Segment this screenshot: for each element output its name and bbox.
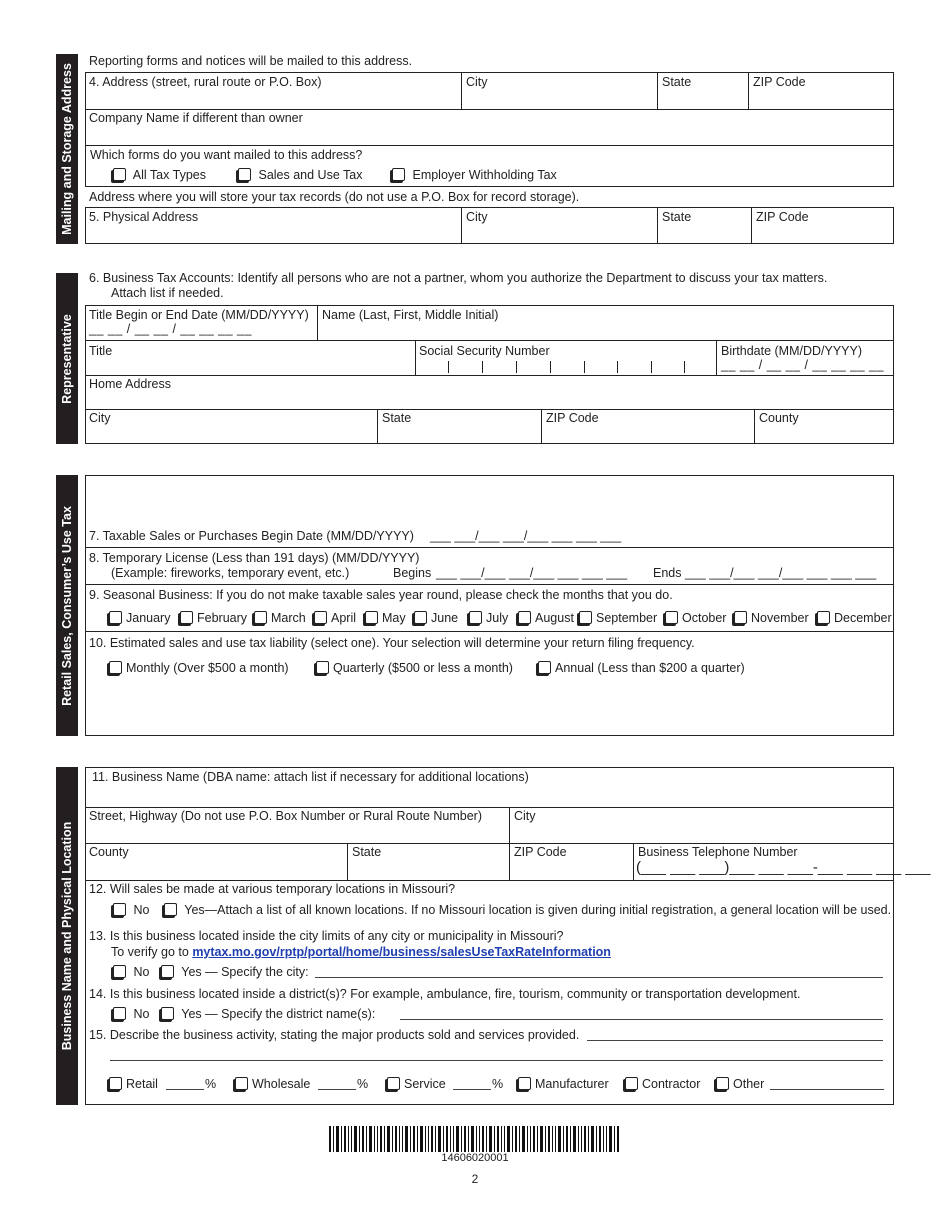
q6-text: 6. Business Tax Accounts: Identify all persons who are not a partner, whom you authorize the Department to discuss your tax matters. (89, 271, 828, 285)
mailing-state-field[interactable]: State (662, 75, 692, 89)
city-name-input[interactable] (315, 977, 883, 978)
checkbox-icon[interactable] (254, 611, 267, 624)
street-field[interactable]: Street, Highway (Do not use P.O. Box Number or Rural Route Number) (89, 809, 482, 823)
activity-retail[interactable]: Retail (106, 1077, 158, 1091)
checkbox-icon[interactable] (518, 611, 531, 624)
q7-text: 7. Taxable Sales or Purchases Begin Date (MM/DD/YYYY) (89, 529, 414, 543)
rep-city-field[interactable]: City (89, 411, 111, 425)
mailing-section-label: Mailing and Storage Address (56, 54, 78, 244)
phone-field[interactable]: Business Telephone Number (638, 845, 798, 859)
q14-text: 14. Is this business located inside a district(s)? For example, ambulance, fire, tourism, community or transportation development. (89, 987, 801, 1001)
home-address-field[interactable]: Home Address (89, 377, 171, 391)
business-name-field[interactable]: 11. Business Name (DBA name: attach list if necessary for additional locations) (92, 770, 529, 784)
ends-date-blanks[interactable]: ___ ___/___ ___/___ ___ ___ ___ (685, 566, 877, 580)
activity-service[interactable]: Service (384, 1077, 446, 1091)
sales-use-tax-rate-link[interactable]: mytax.mo.gov/rptp/portal/home/business/salesUseTaxRateInformation (192, 945, 611, 959)
checkbox-icon[interactable] (387, 1077, 400, 1090)
business-section-label: Business Name and Physical Location (56, 767, 78, 1105)
forms-question: Which forms do you want mailed to this address? (90, 148, 363, 162)
month-january[interactable]: January (106, 611, 170, 625)
month-april[interactable]: April (311, 611, 356, 625)
ends-label: Ends (653, 566, 682, 580)
month-february[interactable]: February (177, 611, 247, 625)
birthdate-field[interactable]: Birthdate (MM/DD/YYYY) (721, 344, 863, 358)
checkbox-icon[interactable] (238, 168, 251, 181)
mailing-address-field[interactable]: 4. Address (street, rural route or P.O. Box) (89, 75, 322, 89)
q13-verify: To verify go to mytax.mo.gov/rptp/portal/home/business/salesUseTaxRateInformation (111, 945, 611, 959)
q14-no-option[interactable]: No (110, 1007, 149, 1021)
month-march[interactable]: March (251, 611, 306, 625)
barcode-number: 14606020001 (441, 1152, 509, 1164)
page-number: 2 (471, 1172, 479, 1186)
freq-quarterly[interactable]: Quarterly ($500 or less a month) (313, 661, 513, 675)
retail-section-label: Retail Sales, Consumer’s Use Tax (56, 475, 78, 736)
checkbox-icon[interactable] (109, 1077, 122, 1090)
rep-zip-field[interactable]: ZIP Code (546, 411, 599, 425)
ssn-field[interactable]: Social Security Number (419, 344, 550, 358)
retail-percent-input[interactable] (166, 1089, 204, 1090)
checkbox-icon[interactable] (109, 611, 122, 624)
q8-example: (Example: fireworks, temporary event, etc.) (111, 566, 350, 580)
q13-yes-option[interactable]: Yes — Specify the city: (158, 965, 309, 979)
retail-percent-sign: % (205, 1077, 217, 1091)
checkbox-icon[interactable] (414, 611, 427, 624)
month-july[interactable]: July (466, 611, 508, 625)
physical-address-field[interactable]: 5. Physical Address (89, 210, 199, 224)
district-name-input[interactable] (400, 1019, 883, 1020)
rep-state-field[interactable]: State (382, 411, 412, 425)
activity-manufacturer[interactable]: Manufacturer (515, 1077, 609, 1091)
activity-contractor[interactable]: Contractor (622, 1077, 700, 1091)
checkbox-icon[interactable] (161, 1007, 174, 1020)
service-percent-sign: % (492, 1077, 504, 1091)
month-november[interactable]: November (731, 611, 809, 625)
month-june[interactable]: June (411, 611, 458, 625)
checkbox-icon[interactable] (817, 611, 830, 624)
birthdate-blanks[interactable]: __ __ / __ __ / __ __ __ __ (721, 358, 884, 372)
month-august[interactable]: August (515, 611, 574, 625)
checkbox-icon[interactable] (180, 611, 193, 624)
q6-text-cont: Attach list if needed. (111, 286, 224, 300)
activity-other[interactable]: Other (713, 1077, 764, 1091)
mailing-city-field[interactable]: City (466, 75, 488, 89)
barcode-icon (329, 1126, 619, 1152)
checkbox-icon[interactable] (113, 903, 126, 916)
checkbox-icon[interactable] (665, 611, 678, 624)
q15-text: 15. Describe the business activity, stating the major products sold and services provided. (89, 1028, 580, 1042)
month-december[interactable]: December (814, 611, 892, 625)
business-state-field[interactable]: State (352, 845, 382, 859)
activity-input-line-1[interactable] (587, 1040, 883, 1041)
checkbox-icon[interactable] (365, 611, 378, 624)
q8-text: 8. Temporary License (Less than 191 days) (MM/DD/YYYY) (89, 551, 420, 565)
checkbox-icon[interactable] (109, 661, 122, 674)
checkbox-icon[interactable] (625, 1077, 638, 1090)
month-october[interactable]: October (662, 611, 726, 625)
rep-name-field[interactable]: Name (Last, First, Middle Initial) (322, 308, 499, 322)
begins-label: Begins (393, 566, 432, 580)
mailing-zip-field[interactable]: ZIP Code (753, 75, 806, 89)
business-city-field[interactable]: City (514, 809, 536, 823)
q13-no-option[interactable]: No (110, 965, 149, 979)
physical-zip-field[interactable]: ZIP Code (756, 210, 809, 224)
freq-annual[interactable]: Annual (Less than $200 a quarter) (535, 661, 745, 675)
forms-option-withholding[interactable]: Employer Withholding Tax (389, 168, 557, 182)
mailing-intro: Reporting forms and notices will be mailed to this address. (89, 54, 413, 68)
activity-input-line-2[interactable] (110, 1060, 883, 1061)
q13-text: 13. Is this business located inside the city limits of any city or municipality in Missouri? (89, 929, 564, 943)
checkbox-icon[interactable] (113, 1007, 126, 1020)
checkbox-icon[interactable] (734, 611, 747, 624)
company-name-field[interactable]: Company Name if different than owner (89, 111, 303, 125)
freq-monthly[interactable]: Monthly (Over $500 a month) (106, 661, 289, 675)
checkbox-icon[interactable] (579, 611, 592, 624)
other-activity-input[interactable] (770, 1089, 884, 1090)
q10-text: 10. Estimated sales and use tax liability (select one). Your selection will determine your return filing frequency. (89, 636, 695, 650)
checkbox-icon[interactable] (538, 661, 551, 674)
month-september[interactable]: September (576, 611, 657, 625)
representative-section-label: Representative (56, 273, 78, 444)
rep-title-field[interactable]: Title (89, 344, 113, 358)
rep-county-field[interactable]: County (759, 411, 799, 425)
wholesale-percent-sign: % (357, 1077, 369, 1091)
checkbox-icon[interactable] (316, 661, 329, 674)
checkbox-icon[interactable] (314, 611, 327, 624)
q14-yes-option[interactable]: Yes — Specify the district name(s): (158, 1007, 375, 1021)
service-percent-input[interactable] (453, 1089, 491, 1090)
business-county-field[interactable]: County (89, 845, 129, 859)
checkbox-icon[interactable] (113, 965, 126, 978)
checkbox-icon[interactable] (161, 965, 174, 978)
retail-table (85, 475, 894, 736)
q12-text: 12. Will sales be made at various temporary locations in Missouri? (89, 882, 456, 896)
checkbox-icon[interactable] (113, 168, 126, 181)
q12-yes-option[interactable]: Yes—Attach a list of all known locations. If no Missouri location is given during initial registration, a general location will be used. (161, 903, 891, 917)
begins-date-blanks[interactable]: ___ ___/___ ___/___ ___ ___ ___ (436, 566, 628, 580)
month-may[interactable]: May (362, 611, 406, 625)
title-date-field[interactable]: Title Begin or End Date (MM/DD/YYYY) (89, 308, 309, 322)
forms-option-all[interactable]: All Tax Types (110, 168, 206, 182)
q7-date-blanks[interactable]: ___ ___/___ ___/___ ___ ___ ___ (430, 529, 622, 543)
wholesale-percent-input[interactable] (318, 1089, 356, 1090)
business-zip-field[interactable]: ZIP Code (514, 845, 567, 859)
checkbox-icon[interactable] (518, 1077, 531, 1090)
checkbox-icon[interactable] (716, 1077, 729, 1090)
title-date-blanks[interactable]: __ __ / __ __ / __ __ __ __ (89, 322, 252, 336)
storage-note: Address where you will store your tax records (do not use a P.O. Box for record storage). (89, 190, 580, 204)
phone-blanks[interactable]: (___ ___ ___)___ ___ ___-___ ___ ___ ___ (636, 859, 931, 876)
checkbox-icon[interactable] (469, 611, 482, 624)
checkbox-icon[interactable] (392, 168, 405, 181)
q12-no-option[interactable]: No (110, 903, 149, 917)
forms-option-sales[interactable]: Sales and Use Tax (235, 168, 362, 182)
checkbox-icon[interactable] (235, 1077, 248, 1090)
q9-text: 9. Seasonal Business: If you do not make taxable sales year round, please check the months that you do. (89, 588, 673, 602)
checkbox-icon[interactable] (164, 903, 177, 916)
physical-city-field[interactable]: City (466, 210, 488, 224)
physical-state-field[interactable]: State (662, 210, 692, 224)
activity-wholesale[interactable]: Wholesale (232, 1077, 310, 1091)
